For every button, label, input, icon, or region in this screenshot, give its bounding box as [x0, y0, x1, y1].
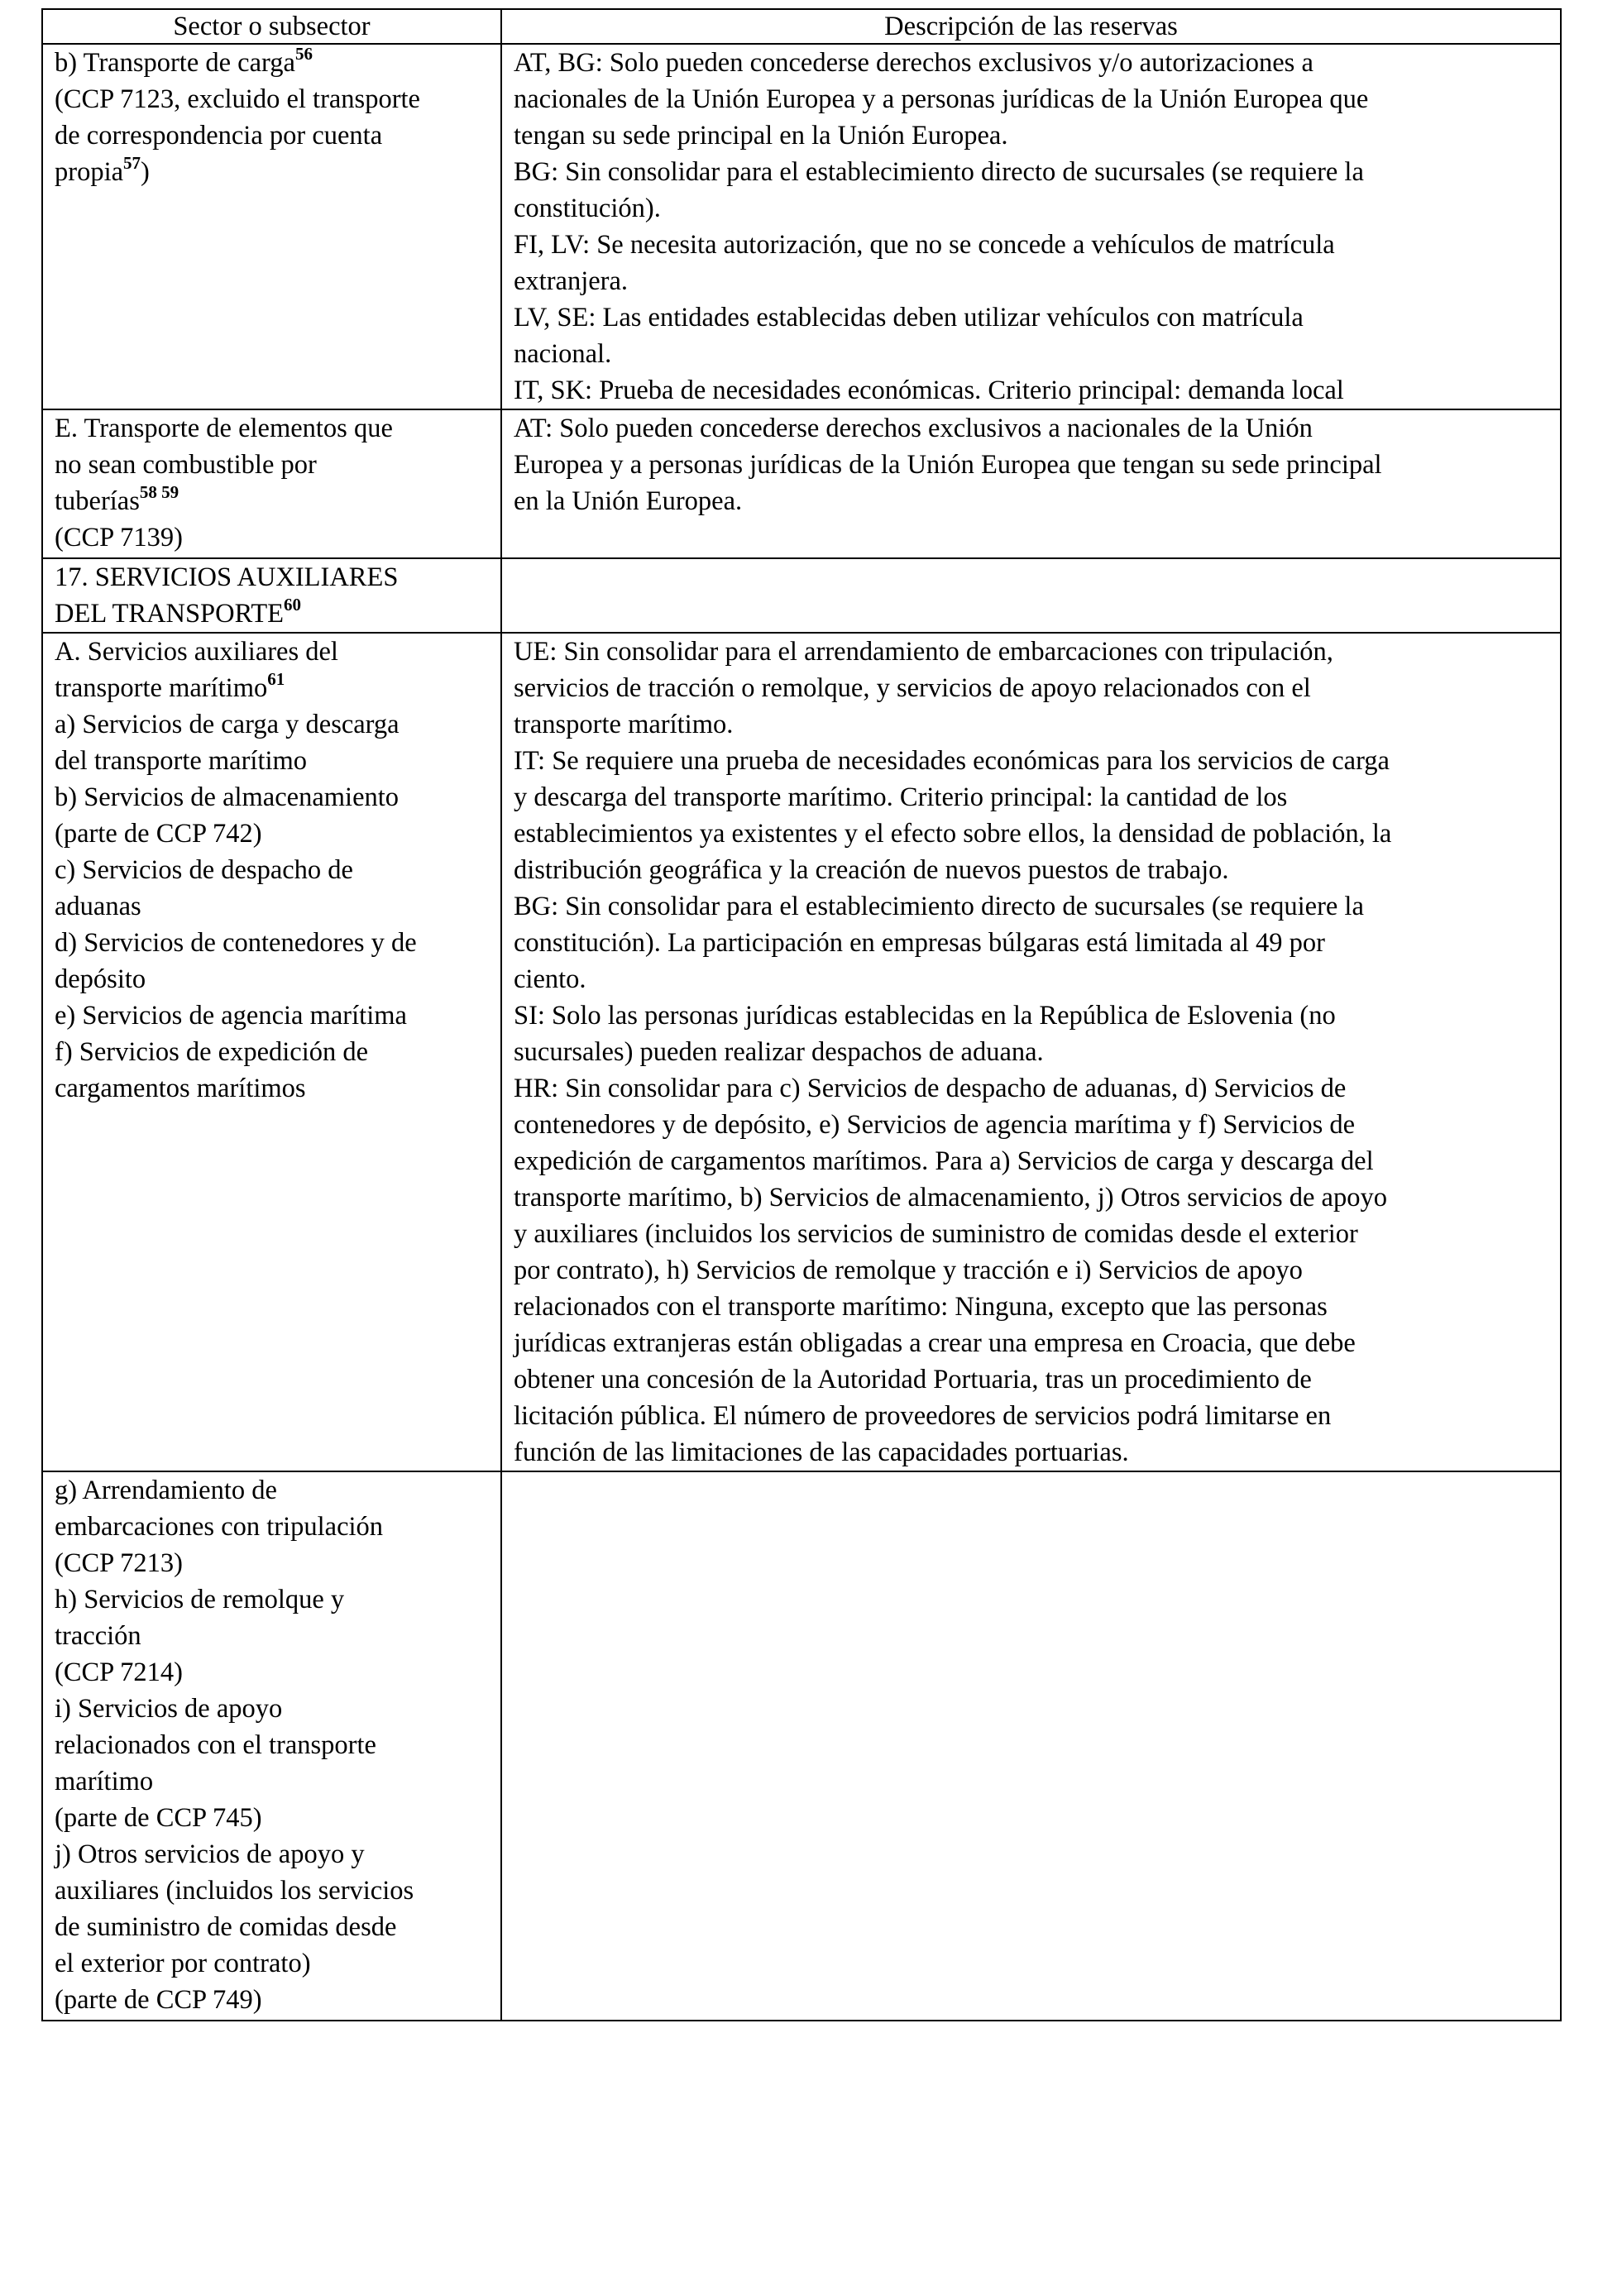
description-line: servicios de tracción o remolque, y servicios de apoyo relacionados con el [514, 673, 1311, 703]
description-line: distribución geográfica y la creación de nuevos puestos de trabajo. [514, 855, 1229, 885]
sector-line-text: depósito [55, 964, 146, 994]
sector-line [55, 1545, 489, 1581]
sector-line-text: (parte de CCP 745) [55, 1803, 262, 1833]
description-line: SI: Solo las personas jurídicas establecidas en la República de Eslovenia (no [514, 1001, 1336, 1031]
description-line: por contrato), h) Servicios de remolque y tracción e i) Servicios de apoyo [514, 1256, 1303, 1285]
sector-line [55, 1472, 489, 1509]
sector-line-text: embarcaciones con tripulación [55, 1512, 384, 1542]
header-description: Descripción de las reservas [501, 9, 1561, 44]
sector-line-text: i) Servicios de apoyo [55, 1694, 283, 1724]
sector-line [55, 410, 489, 447]
sector-line-text: a) Servicios de carga y descarga [55, 710, 400, 739]
sector-line-text: (parte de CCP 749) [55, 1985, 262, 2015]
description-line: y descarga del transporte marítimo. Criterio principal: la cantidad de los [514, 782, 1288, 812]
sector-line-text: h) Servicios de remolque y [55, 1585, 345, 1614]
sector-line-text: (CCP 7139) [55, 523, 183, 552]
sector-cell [42, 1471, 501, 2021]
sector-line [55, 1654, 489, 1691]
sector-cell [42, 44, 501, 409]
sector-line [55, 743, 489, 779]
description-line: AT, BG: Solo pueden concederse derechos exclusivos y/o autorizaciones a [514, 48, 1314, 78]
sector-line-text: f) Servicios de expedición de [55, 1037, 369, 1067]
description-line: establecimientos ya existentes y el efecto sobre ellos, la densidad de población, la [514, 819, 1392, 849]
sector-line [55, 997, 489, 1034]
sector-line [55, 706, 489, 743]
sector-line [55, 816, 489, 852]
sector-line [55, 559, 489, 596]
sector-line [55, 1070, 489, 1107]
footnote-marker: 60 [284, 595, 302, 615]
sector-cell [42, 558, 501, 633]
document-page [41, 8, 1560, 2021]
sector-line [55, 596, 489, 632]
sector-line-text: (CCP 7123, excluido el transporte [55, 84, 420, 114]
footnote-marker: 58 59 [139, 482, 179, 503]
sector-line [55, 1909, 489, 1945]
description-line: Europea y a personas jurídicas de la Unión Europea que tengan su sede principal [514, 450, 1382, 480]
sector-line [55, 1581, 489, 1618]
sector-line-text: (CCP 7214) [55, 1657, 183, 1687]
table-body [42, 44, 1561, 2021]
description-line: nacional. [514, 339, 612, 369]
description-line: función de las limitaciones de las capacidades portuarias. [514, 1437, 1129, 1467]
header-sector: Sector o subsector [42, 9, 501, 44]
sector-line-text: j) Otros servicios de apoyo y [55, 1839, 365, 1869]
sector-line [55, 1763, 489, 1800]
table-row-pipeline [42, 409, 1561, 558]
sector-line [55, 779, 489, 816]
description-line: obtener una concesión de la Autoridad Portuaria, tras un procedimiento de [514, 1365, 1312, 1394]
sector-line-text: auxiliares (incluidos los servicios [55, 1876, 414, 1906]
description-line: relacionados con el transporte marítimo: Ninguna, excepto que las personas [514, 1292, 1328, 1322]
sector-line [55, 1691, 489, 1727]
sector-line-suffix: ) [141, 157, 150, 187]
sector-line-text: g) Arrendamiento de [55, 1476, 277, 1505]
sector-line-text: no sean combustible por [55, 450, 317, 480]
sector-line [55, 117, 489, 154]
description-line: UE: Sin consolidar para el arrendamiento de embarcaciones con tripulación, [514, 637, 1333, 667]
description-cell [501, 633, 1561, 1471]
sector-line-text: (CCP 7213) [55, 1548, 183, 1578]
description-line: IT: Se requiere una prueba de necesidades económicas para los servicios de carga [514, 746, 1390, 776]
sector-line [55, 961, 489, 997]
sector-line-text: transporte marítimo [55, 673, 268, 703]
description-line: nacionales de la Unión Europea y a personas jurídicas de la Unión Europea que [514, 84, 1369, 114]
footnote-marker: 57 [123, 153, 141, 174]
description-cell [501, 409, 1561, 558]
sector-line-text: b) Transporte de carga [55, 48, 295, 78]
sector-line [55, 1618, 489, 1654]
description-line: extranjera. [514, 266, 629, 296]
sector-cell [42, 409, 501, 558]
description-line: FI, LV: Se necesita autorización, que no se concede a vehículos de matrícula [514, 230, 1335, 260]
description-cell [501, 44, 1561, 409]
sector-line-text: 17. SERVICIOS AUXILIARES [55, 562, 399, 592]
description-line: constitución). [514, 194, 661, 223]
sector-line-text: tuberías [55, 486, 140, 516]
sector-line [55, 852, 489, 888]
footnote-marker: 61 [267, 669, 285, 690]
description-line: licitación pública. El número de proveedores de servicios podrá limitarse en [514, 1401, 1332, 1431]
sector-line-text: de correspondencia por cuenta [55, 121, 383, 151]
sector-line-text: propia [55, 157, 124, 187]
sector-line [55, 925, 489, 961]
description-line: contenedores y de depósito, e) Servicios de agencia marítima y f) Servicios de [514, 1110, 1356, 1140]
sector-line-text: el exterior por contrato) [55, 1949, 311, 1978]
description-line: ciento. [514, 964, 586, 994]
description-line: LV, SE: Las entidades establecidas deben utilizar vehículos con matrícula [514, 303, 1304, 332]
sector-line-text: del transporte marítimo [55, 746, 308, 776]
sector-line-text: DEL TRANSPORTE [55, 599, 285, 629]
sector-line [55, 1034, 489, 1070]
description-line: y auxiliares (incluidos los servicios de suministro de comidas desde el exterior [514, 1219, 1358, 1249]
footnote-marker: 56 [294, 44, 313, 65]
sector-line-text: b) Servicios de almacenamiento [55, 782, 400, 812]
sector-line [55, 670, 489, 706]
sector-line [55, 888, 489, 925]
sector-line-text: tracción [55, 1621, 141, 1651]
description-line: BG: Sin consolidar para el establecimiento directo de sucursales (se requiere la [514, 157, 1364, 187]
sector-line [55, 483, 489, 519]
sector-line [55, 1509, 489, 1545]
sector-line [55, 45, 489, 81]
sector-line [55, 1800, 489, 1836]
sector-line-text: cargamentos marítimos [55, 1074, 306, 1103]
sector-line-text: d) Servicios de contenedores y de [55, 928, 417, 958]
table-row-vessel-rental [42, 1471, 1561, 2021]
description-line: expedición de cargamentos marítimos. Para a) Servicios de carga y descarga del [514, 1146, 1374, 1176]
description-line: tengan su sede principal en la Unión Europea. [514, 121, 1008, 151]
sector-line-text: de suministro de comidas desde [55, 1912, 397, 1942]
description-line: AT: Solo pueden concederse derechos exclusivos a nacionales de la Unión [514, 414, 1313, 443]
description-line: IT, SK: Prueba de necesidades económicas. Criterio principal: demanda local [514, 375, 1344, 405]
sector-cell [42, 633, 501, 1471]
table-row-freight [42, 44, 1561, 409]
reservations-table [41, 8, 1562, 2021]
description-line: en la Unión Europea. [514, 486, 743, 516]
sector-line-text: marítimo [55, 1767, 154, 1796]
description-line: transporte marítimo. [514, 710, 734, 739]
description-line: transporte marítimo, b) Servicios de almacenamiento, j) Otros servicios de apoyo [514, 1183, 1387, 1213]
description-line: constitución). La participación en empresas búlgaras está limitada al 49 por [514, 928, 1325, 958]
description-line: HR: Sin consolidar para c) Servicios de despacho de aduanas, d) Servicios de [514, 1074, 1347, 1103]
sector-line [55, 1727, 489, 1763]
table-row-auxiliary-heading [42, 558, 1561, 633]
description-cell [501, 558, 1561, 633]
sector-line [55, 1836, 489, 1873]
sector-line-text: relacionados con el transporte [55, 1730, 376, 1760]
sector-line [55, 81, 489, 117]
sector-line-text: aduanas [55, 892, 141, 921]
sector-line-text: A. Servicios auxiliares del [55, 637, 338, 667]
description-line: BG: Sin consolidar para el establecimiento directo de sucursales (se requiere la [514, 892, 1364, 921]
description-cell [501, 1471, 1561, 2021]
description-line: sucursales) pueden realizar despachos de aduana. [514, 1037, 1044, 1067]
sector-line-text: c) Servicios de despacho de [55, 855, 353, 885]
sector-line [55, 1945, 489, 1982]
sector-line [55, 519, 489, 556]
sector-line-text: E. Transporte de elementos que [55, 414, 393, 443]
sector-line [55, 1873, 489, 1909]
sector-line [55, 634, 489, 670]
sector-line [55, 1982, 489, 2018]
sector-line-text: e) Servicios de agencia marítima [55, 1001, 407, 1031]
table-row-maritime [42, 633, 1561, 1471]
description-line: jurídicas extranjeras están obligadas a crear una empresa en Croacia, que debe [514, 1328, 1356, 1358]
table-header-row [42, 9, 1561, 44]
sector-line [55, 154, 489, 190]
sector-line [55, 447, 489, 483]
sector-line-text: (parte de CCP 742) [55, 819, 262, 849]
